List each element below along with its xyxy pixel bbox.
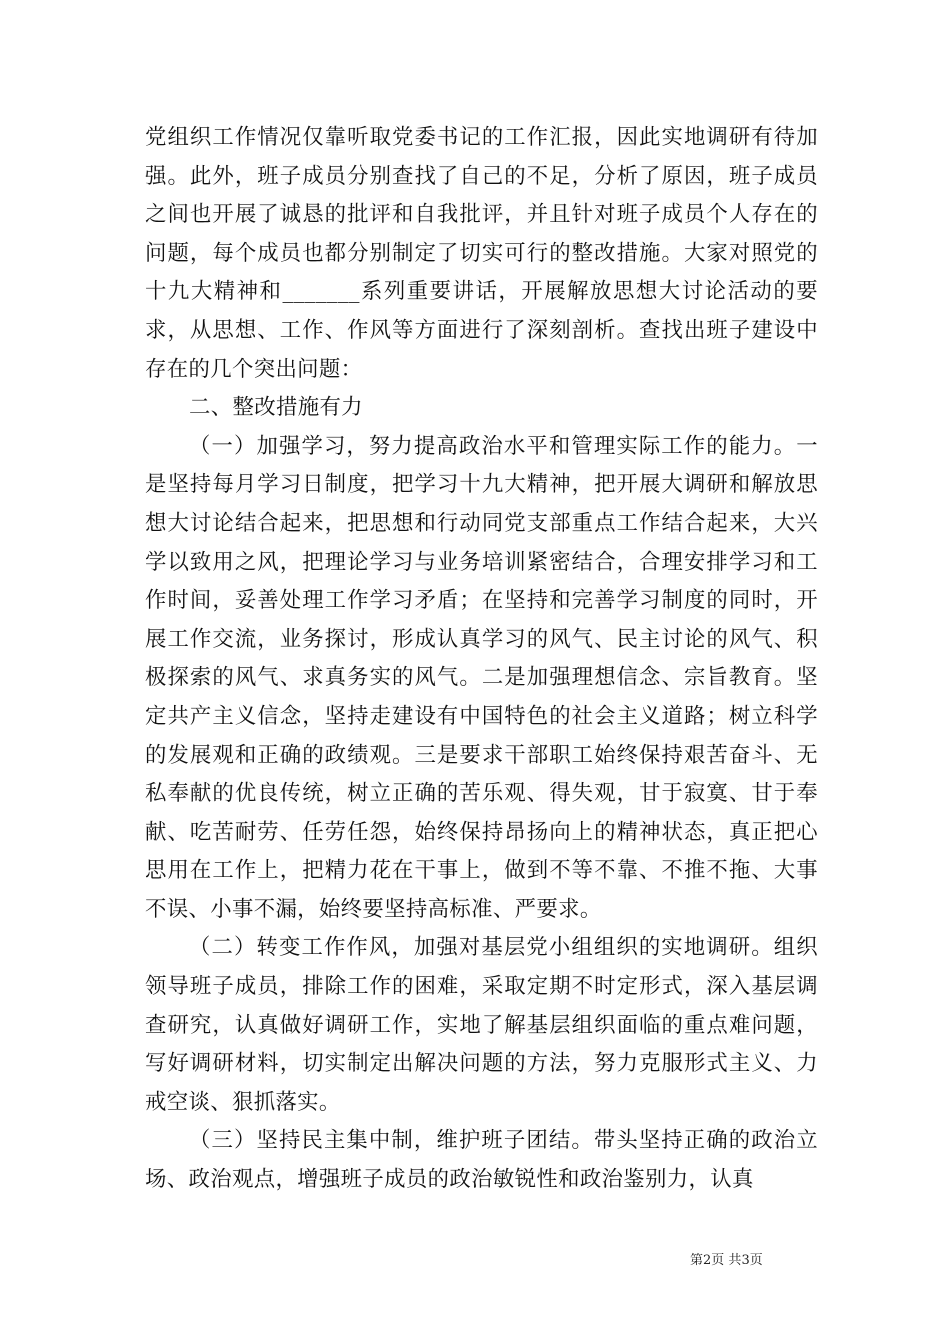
paragraph-continued-analysis: 党组织工作情况仅靠听取党委书记的工作汇报，因此实地调研有待加强。此外，班子成员分别查找了自己的不足，分析了原因，班子成员之间也开展了诚恳的批评和自我批评，并且针对班子成员个人存在的问题，每个成员也都分别制定了切实可行的整改措施。大家对照党的十九大精神和_______系列重要讲话，开展解放思想大讨论活动的要求，从思想、工作、作风等方面进行了深刻剖析。查找出班子建设中存在的几个突出问题： xyxy=(145,125,818,382)
page-label-middle: 页 共 xyxy=(711,1253,742,1268)
page-label-suffix: 页 xyxy=(749,1253,763,1268)
section-heading-rectification: 二、整改措施有力 xyxy=(189,395,363,421)
paragraph-democratic-centralism: （三）坚持民主集中制，维护班子团结。带头坚持正确的政治立场、政治观点，增强班子成员的政治敏锐性和政治鉴别力，认真 xyxy=(145,1128,818,1193)
paragraph-study-measures: （一）加强学习，努力提高政治水平和管理实际工作的能力。一是坚持每月学习日制度，把学习十九大精神，把开展大调研和解放思想大讨论结合起来，把思想和行动同党支部重点工作结合起来，大兴学以致用之风，把理论学习与业务培训紧密结合，合理安排学习和工作时间，妥善处理工作学习矛盾；在坚持和完善学习制度的同时，开展工作交流，业务探讨，形成认真学习的风气、民主讨论的风气、积极探索的风气、求真务实的风气。二是加强理想信念、宗旨教育。坚定共产主义信念，坚持走建设有中国特色的社会主义道路；树立科学的发展观和正确的政绩观。三是要求干部职工始终保持艰苦奋斗、无私奉献的优良传统，树立正确的苦乐观、得失观，甘于寂寞、甘于奉献、吃苦耐劳、任劳任怨，始终保持昂扬向上的精神状态，真正把心思用在工作上，把精力花在干事上，做到不等不靠、不推不拖、大事不误、小事不漏，始终要坚持高标准、严要求。 xyxy=(145,433,818,922)
paragraph-work-style: （二）转变工作作风，加强对基层党小组组织的实地调研。组织领导班子成员，排除工作的困难，采取定期不时定形式，深入基层调查研究，认真做好调研工作，实地了解基层组织面临的重点难问题，写好调研材料，切实制定出解决问题的方法，努力克服形式主义、力戒空谈、狠抓落实。 xyxy=(145,935,818,1115)
current-page-number: 2 xyxy=(703,1253,712,1268)
document-body xyxy=(145,119,818,1200)
total-pages-number: 3 xyxy=(741,1253,750,1268)
page-number-footer xyxy=(690,1252,820,1270)
page-label-prefix: 第 xyxy=(690,1253,704,1268)
